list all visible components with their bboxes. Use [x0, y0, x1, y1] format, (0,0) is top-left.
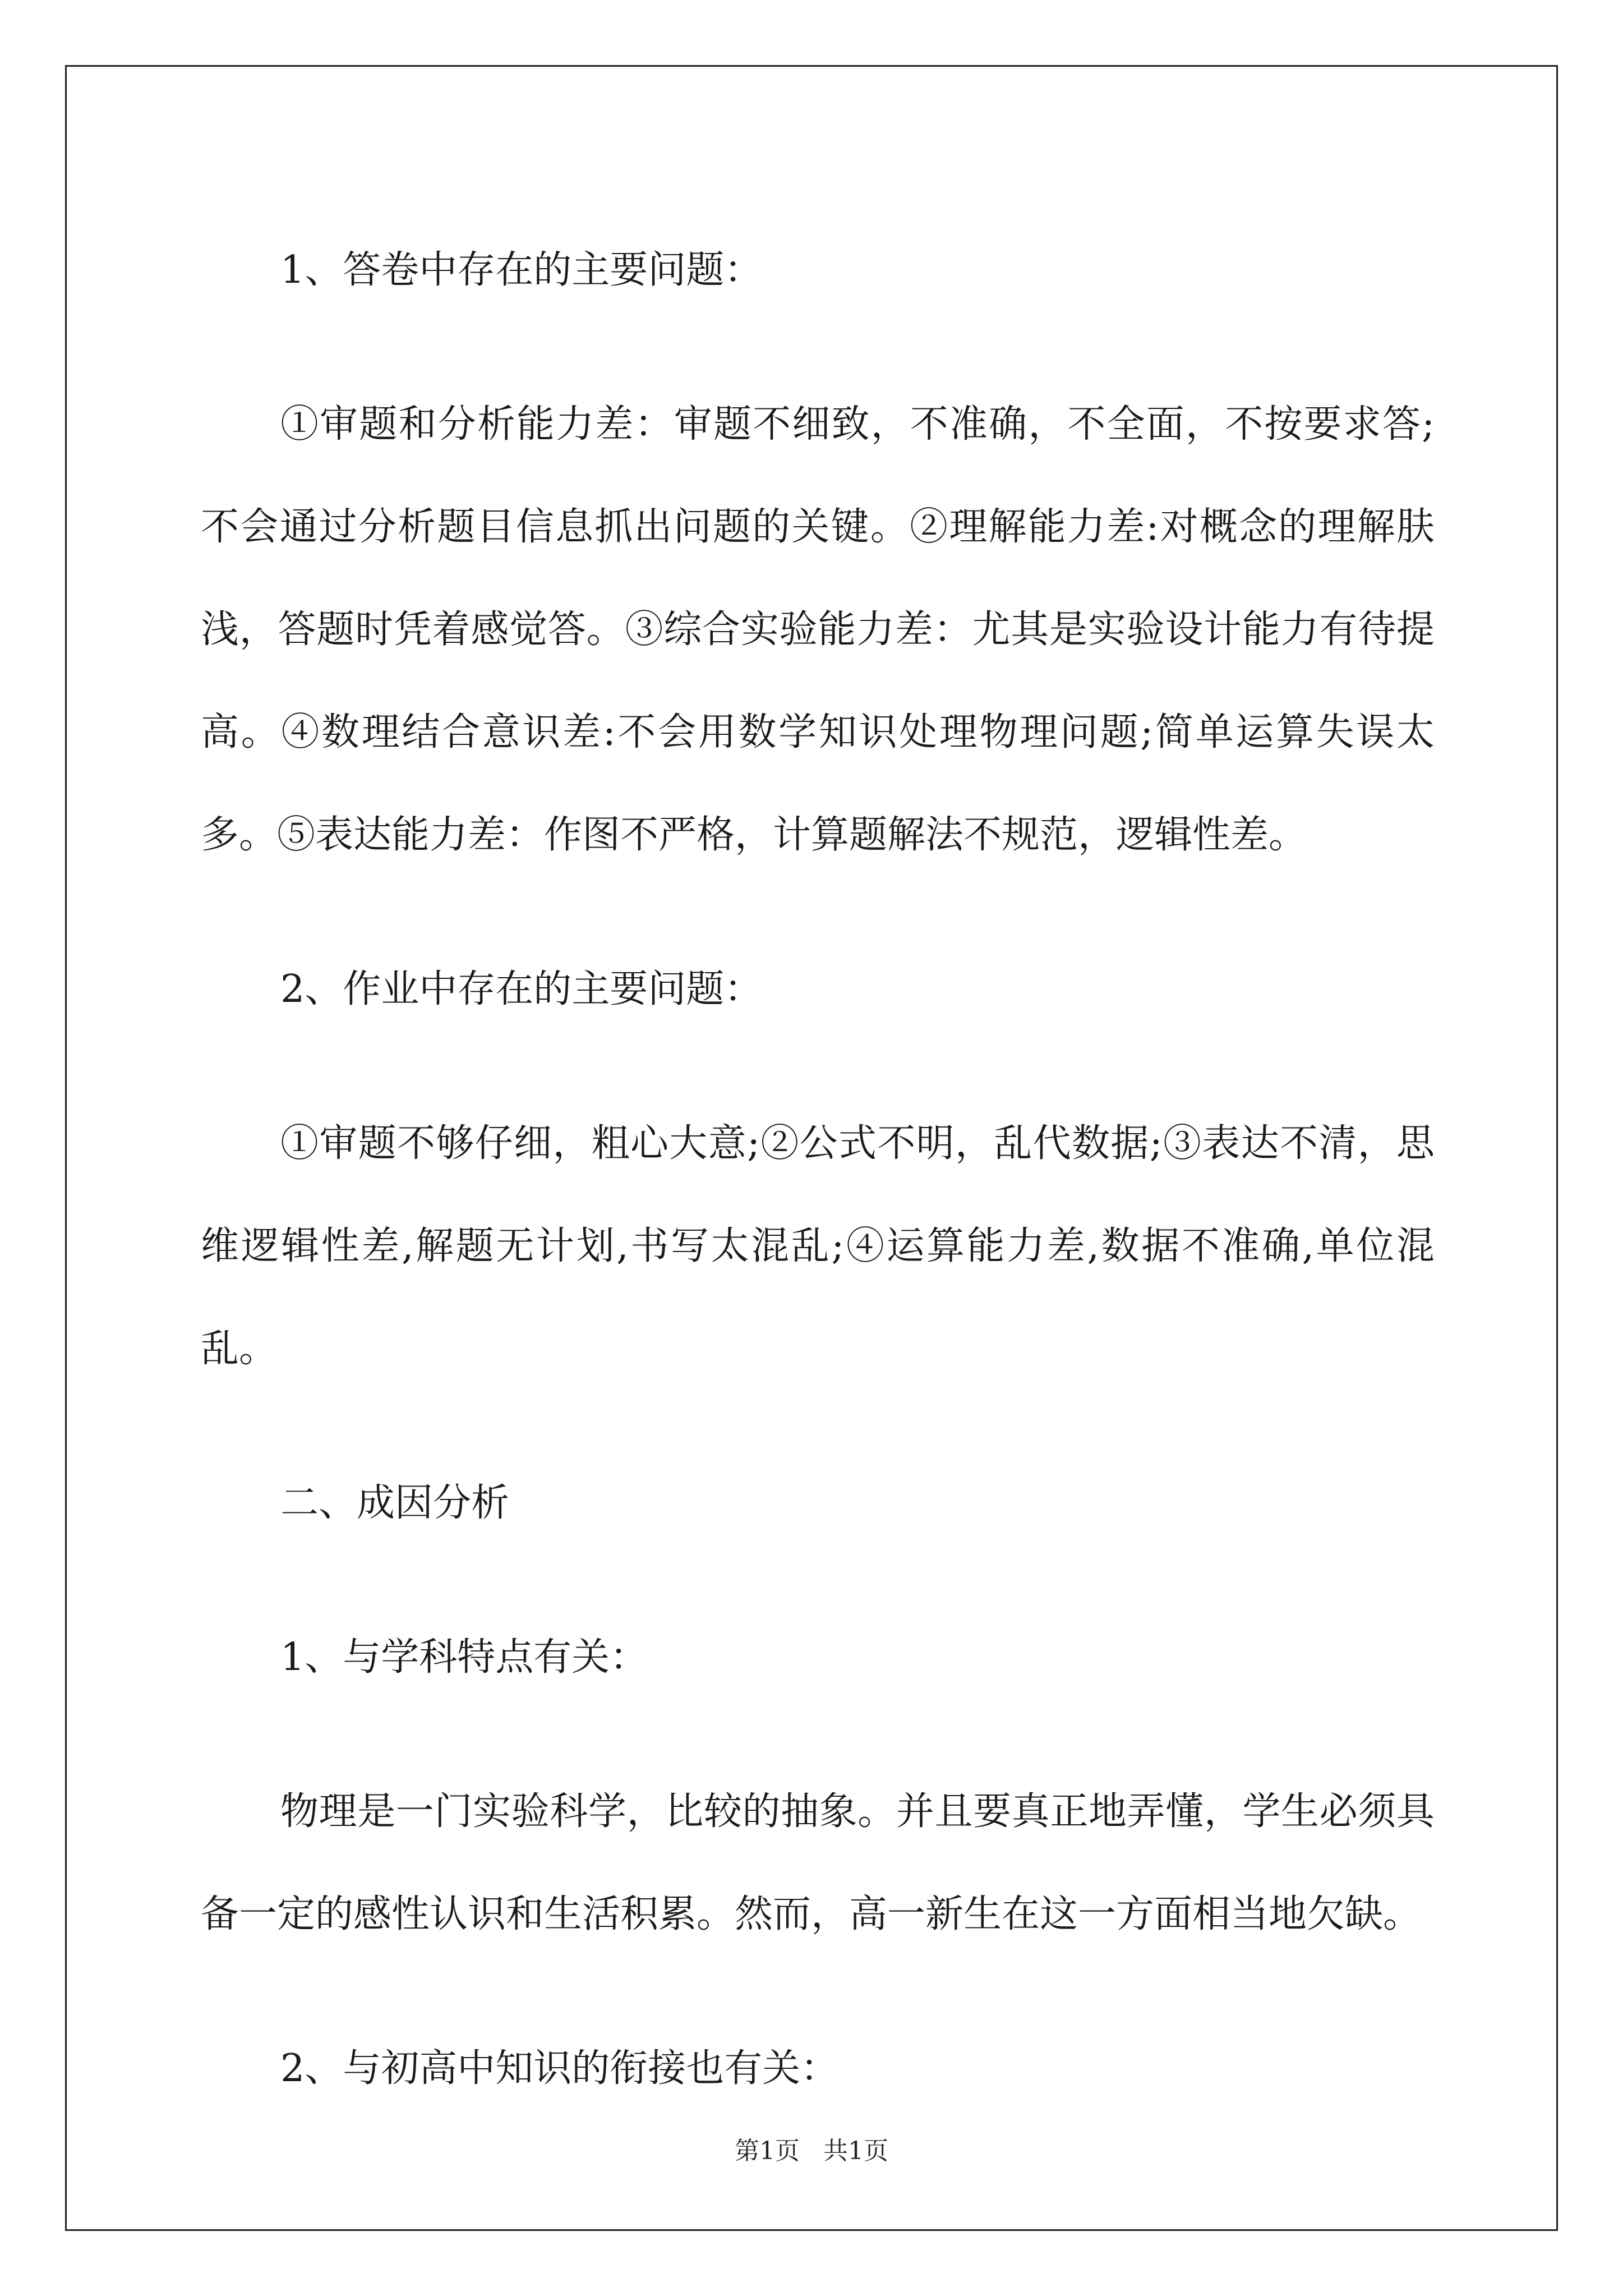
subheading-subject-characteristics: 1、与学科特点有关：: [280, 1635, 648, 1680]
paragraph-homework-problems-detail: ①审题不够仔细，粗心大意;②公式不明，乱代数据;③表达不清，思维逻辑性差,解题无计划,书写太混乱;④运算能力差,数据不准确,单位混乱。: [201, 1121, 1435, 1371]
page-number-footer: 第1页 共1页: [735, 2137, 888, 2165]
section-heading-homework-problems: 2、作业中存在的主要问题：: [280, 967, 763, 1011]
paragraph-exam-problems-detail: ①审题和分析能力差：审题不细致，不准确，不全面，不按要求答;不会通过分析题目信息抓出问题的关键。②理解能力差:对概念的理解肤浅，答题时凭着感觉答。③综合实验能力差：尤其是实验设计能力有待提高。④数理结合意识差:不会用数学知识处理物理问题;简单运算失误太多。⑤表达能力差：作图不严格，计算题解法不规范，逻辑性差。: [201, 402, 1435, 857]
section-heading-exam-problems: 1、答卷中存在的主要问题：: [280, 248, 763, 292]
section-heading-cause-analysis: 二、成因分析: [280, 1481, 510, 1525]
paragraph-subject-characteristics: 物理是一门实验科学，比较的抽象。并且要真正地弄懂，学生必须具备一定的感性认识和生活积累。然而，高一新生在这一方面相当地欠缺。: [201, 1789, 1435, 1936]
document-body: [201, 219, 1435, 2120]
subheading-junior-senior-transition: 2、与初高中知识的衔接也有关：: [280, 2046, 839, 2091]
